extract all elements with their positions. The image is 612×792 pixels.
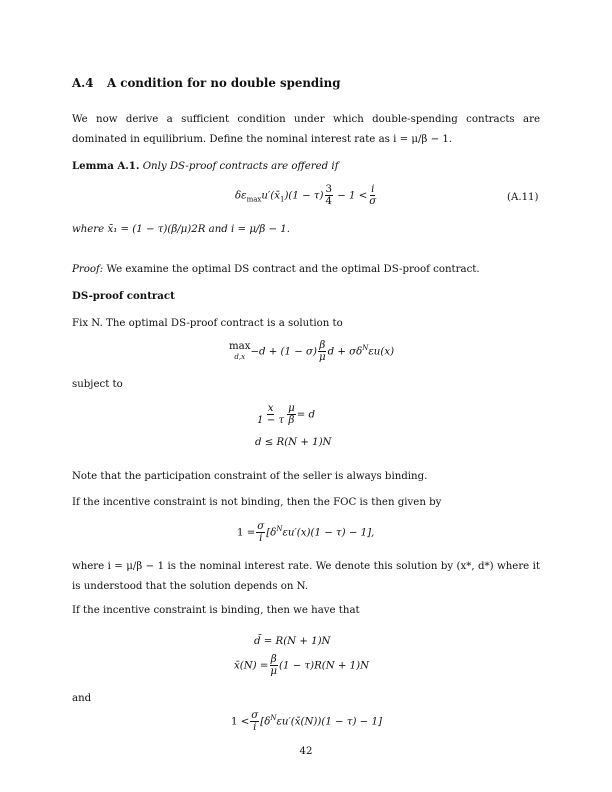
max-equation: max d,x −d + (1 − σ) $\frac{\beta}{\mu}$ $d + \sigma\delta^N\varepsilon u(x)$: [229, 340, 395, 363]
proof-label: Proof:: [72, 264, 104, 275]
foc-equation: 1 = $\frac{\sigma}{i}$ $[\delta^N\varepsilon u'(x)(1 - \tau) - 1]$,: [237, 521, 375, 544]
lemma-statement: Only DS-proof contracts are offered if: [142, 161, 339, 172]
lemma-line: [72, 160, 338, 173]
and-word: and: [72, 693, 92, 704]
lemma-label: Lemma A.1.: [72, 160, 140, 172]
proof-line: [72, 263, 480, 276]
section-heading: [72, 76, 340, 90]
where-line: where x̄₁ = (1 − τ)(β/μ)2R and i = μ/β − 1.: [72, 224, 290, 235]
note-not-binding: If the incentive constraint is not binding, then the FOC is then given by: [72, 497, 442, 508]
note-binding: If the incentive constraint is binding, then we have that: [72, 605, 360, 616]
note-participation: Note that the participation constraint of the seller is always binding.: [72, 471, 428, 482]
last-equation: 1 < $\frac{\sigma}{i}$ $[\delta^N\varepsilon u'(x̄(N))(1 - \tau) - 1]$: [231, 710, 382, 733]
intro-paragraph: We now derive a sufficient condition under which double-spending contracts are dominated in equilibrium. Define the nominal interest rate as i = μ/β − 1.: [72, 114, 540, 145]
subject-to: subject to: [72, 379, 123, 390]
equation-a11: $\delta\varepsilon_{max}u'(x̄_1)(1 - \tau)$ $\frac{3}{4}$ − 1 < $\frac{i}{\sigma}$: [235, 184, 377, 207]
equation-tag: (A.11): [507, 192, 539, 203]
constraint-2: d ≤ R(N + 1)N: [255, 437, 332, 448]
binding-eq-1: d̄ = R(N + 1)N: [254, 636, 331, 647]
constraint-1: $\frac{x}{1 - \tau}$ $\frac{\mu}{\beta}$ = d: [257, 403, 316, 426]
binding-eq-2: x̄(N) = $\frac{\beta}{\mu}$ (1 − τ)R(N + 1)N: [234, 654, 370, 677]
section-title: A condition for no double spending: [107, 76, 341, 90]
subheading: DS-proof contract: [72, 290, 175, 302]
where-paragraph: where i = μ/β − 1 is the nominal interest rate. We denote this solution by (x*, d*) where it is understood that the solution depends on N.: [72, 561, 540, 592]
page-number: 42: [299, 746, 313, 757]
section-number: A.4: [72, 76, 94, 90]
proof-text: We examine the optimal DS contract and the optimal DS-proof contract.: [106, 264, 480, 275]
fix-n-line: Fix N. The optimal DS-proof contract is a solution to: [72, 318, 343, 329]
